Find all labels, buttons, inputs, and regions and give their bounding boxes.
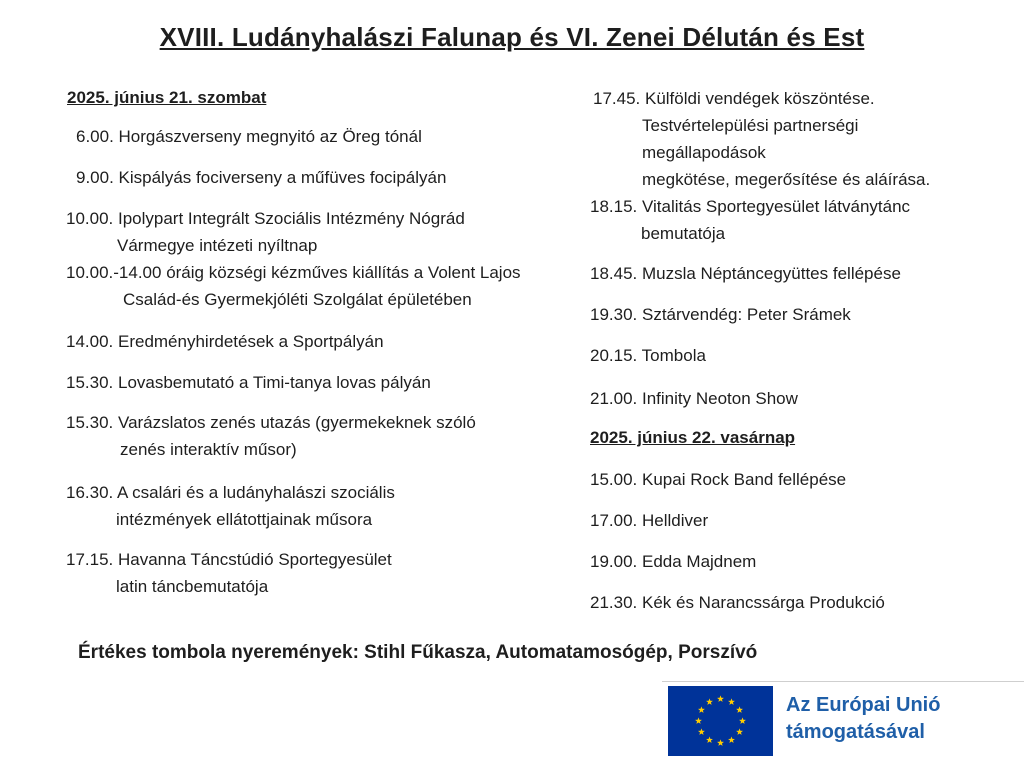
event-line: 19.30. Sztárvendég: Peter Srámek bbox=[590, 305, 851, 324]
event-line: Testvértelepülési partnerségi bbox=[642, 116, 859, 135]
event-1400 bbox=[66, 328, 384, 355]
event-1745 bbox=[593, 85, 930, 193]
event-2100 bbox=[590, 385, 798, 412]
event-day2-1900 bbox=[590, 548, 756, 575]
event-1530-horse bbox=[66, 369, 431, 396]
event-1930 bbox=[590, 301, 851, 328]
event-line: 18.45. Muzsla Néptáncegyüttes fellépése bbox=[590, 264, 901, 283]
event-line: 10.00. Ipolypart Integrált Szociális Intézmény Nógrád bbox=[66, 209, 465, 228]
eu-star-icon bbox=[695, 717, 702, 724]
eu-star-icon bbox=[706, 736, 713, 743]
eu-star-icon bbox=[728, 736, 735, 743]
event-line: 20.15. Tombola bbox=[590, 346, 706, 365]
eu-support-badge bbox=[662, 681, 1024, 769]
event-line: bemutatója bbox=[641, 224, 726, 243]
event-0600 bbox=[76, 123, 422, 150]
eu-star-icon bbox=[706, 698, 713, 705]
event-line: Család-és Gyermekjóléti Szolgálat épületében bbox=[123, 290, 472, 309]
event-line: 18.15. Vitalitás Sportegyesület látványtánc bbox=[590, 197, 911, 216]
event-line: 19.00. Edda Majdnem bbox=[590, 552, 757, 571]
day2-date: 2025. június 22. vasárnap bbox=[590, 428, 796, 447]
event-line: 17.00. Helldiver bbox=[590, 511, 709, 530]
eu-star-icon bbox=[698, 728, 705, 735]
event-line: 14.00. Eredményhirdetések a Sportpályán bbox=[66, 332, 384, 351]
eu-stars bbox=[668, 686, 773, 756]
event-1000-exhibition bbox=[66, 259, 521, 313]
event-line: 6.00. Horgászverseny megnyitó az Öreg tónál bbox=[76, 127, 422, 146]
event-line: 10.00.-14.00 óráig községi kézműves kiállítás a Volent Lajos bbox=[66, 263, 521, 282]
event-line: 21.30. Kék és Narancssárga Produkció bbox=[590, 593, 885, 612]
event-line: 17.45. Külföldi vendégek köszöntése. bbox=[593, 89, 875, 108]
event-line: megállapodások bbox=[642, 143, 766, 162]
event-1530-music bbox=[66, 409, 476, 463]
event-2015 bbox=[590, 342, 706, 369]
event-line: megkötése, megerősítése és aláírása. bbox=[642, 170, 931, 189]
event-line: 9.00. Kispályás fociverseny a műfüves focipályán bbox=[76, 168, 447, 187]
eu-badge-line2: támogatásával bbox=[786, 721, 925, 743]
event-line: 16.30. A csalári és a ludányhalászi szociális bbox=[66, 483, 395, 502]
eu-star-icon bbox=[728, 698, 735, 705]
eu-flag-icon bbox=[668, 686, 773, 756]
event-line: 15.30. Lovasbemutató a Timi-tanya lovas pályán bbox=[66, 373, 431, 392]
eu-star-icon bbox=[717, 695, 724, 702]
event-line: intézmények ellátottjainak műsora bbox=[116, 510, 373, 529]
event-day2-1500 bbox=[590, 466, 846, 493]
event-1000-open-day bbox=[66, 205, 465, 259]
event-line: 15.30. Varázslatos zenés utazás (gyermekeknek szóló bbox=[66, 413, 476, 432]
eu-star-icon bbox=[698, 706, 705, 713]
event-line: 15.00. Kupai Rock Band fellépése bbox=[590, 470, 847, 489]
eu-badge-text bbox=[786, 692, 940, 746]
page-title: XVIII. Ludányhalászi Falunap és VI. Zenei Délután és Est bbox=[159, 22, 865, 52]
event-day2-1700 bbox=[590, 507, 708, 534]
event-1815 bbox=[590, 193, 910, 247]
event-line: zenés interaktív műsor) bbox=[120, 440, 297, 459]
eu-star-icon bbox=[739, 717, 746, 724]
event-1715 bbox=[66, 546, 392, 600]
eu-star-icon bbox=[736, 728, 743, 735]
event-1630 bbox=[66, 479, 395, 533]
raffle-prizes: Értékes tombola nyeremények: Stihl Fűkasza, Automatamosógép, Porszívó bbox=[78, 642, 758, 663]
event-0900 bbox=[76, 164, 446, 191]
event-1845 bbox=[590, 260, 901, 287]
event-line: Vármegye intézeti nyíltnap bbox=[117, 236, 318, 255]
eu-star-icon bbox=[736, 706, 743, 713]
event-line: latin táncbemutatója bbox=[116, 577, 269, 596]
event-day2-2130 bbox=[590, 589, 885, 616]
eu-star-icon bbox=[717, 739, 724, 746]
eu-badge-line1: Az Európai Unió bbox=[786, 694, 941, 716]
event-line: 21.00. Infinity Neoton Show bbox=[590, 389, 798, 408]
day1-date: 2025. június 21. szombat bbox=[67, 88, 267, 107]
event-line: 17.15. Havanna Táncstúdió Sportegyesület bbox=[66, 550, 392, 569]
